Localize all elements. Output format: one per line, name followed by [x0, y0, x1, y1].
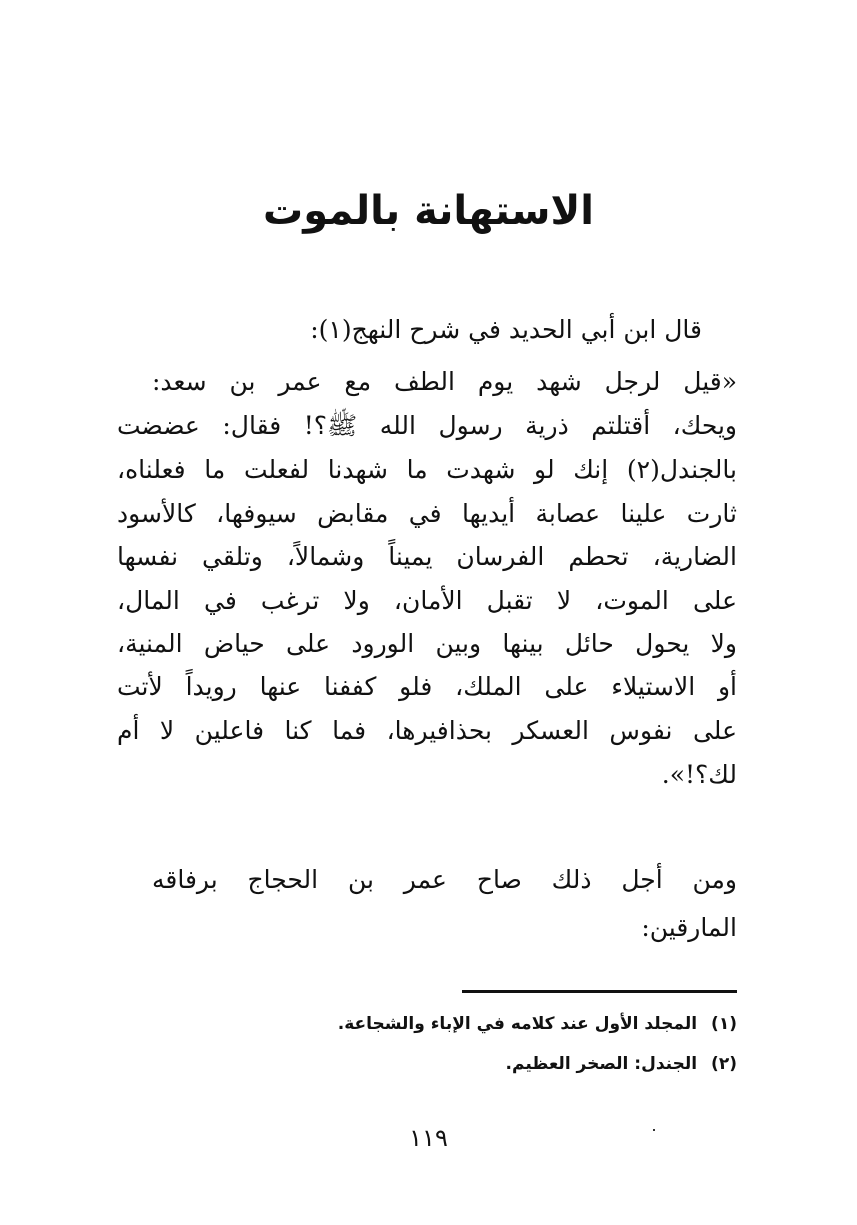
body-line: على الموت، لا تقبل الأمان، ولا ترغب في المال،	[117, 586, 737, 615]
footnote-number: (١)	[711, 1014, 737, 1034]
footnote-2	[506, 1054, 737, 1074]
body-line: ويحك، أقتلتم ذرية رسول الله ﷺ؟! فقال: عضضت	[117, 411, 737, 440]
paragraph-line: المارقين:	[641, 913, 737, 942]
footnote-number: (٢)	[711, 1054, 737, 1074]
body-line: أو الاستيلاء على الملك، فلو كففنا عنها رويداً لأتت	[117, 672, 737, 701]
intro-line: قال ابن أبي الحديد في شرح النهج(١):	[310, 315, 702, 344]
footnote-text: الجندل: الصخر العظيم.	[505, 1054, 698, 1074]
body-line: «قيل لرجل شهد يوم الطف مع عمر بن سعد:	[152, 367, 737, 396]
body-line: ولا يحول حائل بينها وبين الورود على حياض المنية،	[117, 629, 737, 658]
footnote-text: المجلد الأول عند كلامه في الإباء والشجاعة.	[337, 1014, 698, 1034]
scan-speck	[653, 1129, 655, 1131]
footnote-divider	[462, 990, 737, 993]
body-line: الضارية، تحطم الفرسان يميناً وشمالاً، وتلقي نفسها	[117, 542, 737, 571]
paragraph-line: ومن أجل ذلك صاح عمر بن الحجاج برفاقه	[152, 865, 737, 894]
footnote-1	[338, 1014, 737, 1034]
body-line: على نفوس العسكر بحذافيرها، فما كنا فاعلين لا أم	[117, 716, 737, 745]
body-line: بالجندل(٢) إنك لو شهدت ما شهدنا لفعلت ما فعلناه،	[117, 455, 737, 484]
body-line: ثارت علينا عصابة أيديها في مقابض سيوفها، كالأسود	[117, 499, 737, 528]
chapter-title: الاستهانة بالموت	[263, 188, 594, 234]
body-line: لك؟!».	[661, 760, 737, 789]
page-number: ١١٩	[409, 1124, 448, 1152]
